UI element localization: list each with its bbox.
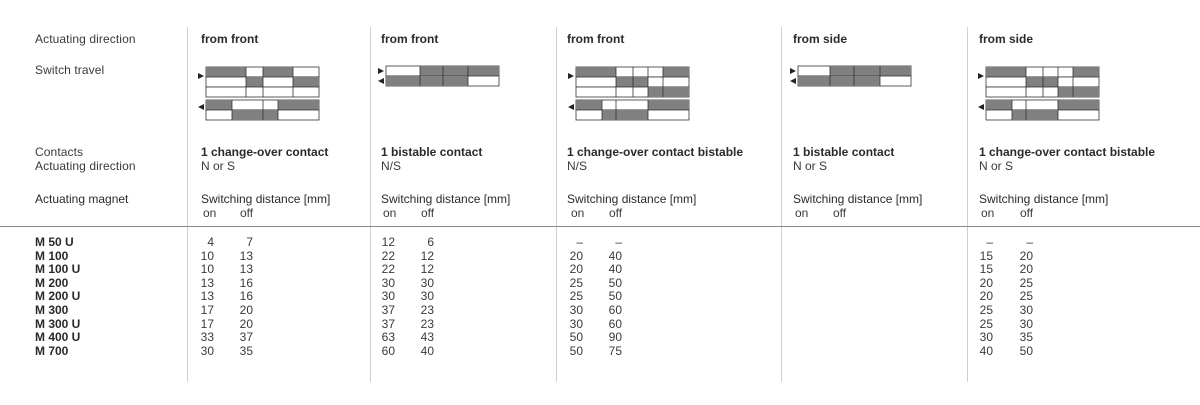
value-off: 12 — [420, 248, 434, 263]
col2-contact: 1 bistable contact — [381, 145, 483, 159]
value-on: 50 — [569, 343, 583, 358]
value-off: 13 — [239, 262, 253, 277]
col1-contact: 1 change-over contact — [201, 145, 329, 159]
col2-polarity: N/S — [381, 159, 402, 173]
value-on: 15 — [979, 248, 993, 263]
value-off: 35 — [1019, 330, 1033, 345]
value-off: 20 — [1019, 262, 1033, 277]
value-on: – — [576, 235, 583, 249]
value-on: 10 — [200, 262, 214, 277]
value-on: 40 — [979, 343, 993, 358]
header-rule — [0, 226, 1200, 227]
magnet-name: M 400 U — [35, 330, 81, 345]
col3-on: on — [571, 206, 585, 220]
magnet-name: M 300 — [35, 303, 69, 317]
value-on: 17 — [200, 316, 214, 331]
col2-off: off — [421, 206, 435, 220]
magnet-name: M 100 U — [35, 262, 81, 277]
value-off: 30 — [1019, 303, 1033, 317]
col4-sd-title: Switching distance [mm] — [793, 192, 923, 206]
value-off: 35 — [239, 343, 253, 358]
value-on: 12 — [381, 235, 395, 249]
switch-travel-diagram-5 — [978, 64, 1102, 126]
label-contacts: Contacts — [35, 145, 84, 159]
col5-polarity: N or S — [979, 159, 1014, 173]
magnet-name: M 100 — [35, 248, 69, 263]
value-on: 15 — [979, 262, 993, 277]
col1-on: on — [203, 206, 217, 220]
value-on: 20 — [569, 262, 583, 277]
magnet-name: M 200 — [35, 275, 69, 290]
magnet-name: M 700 — [35, 343, 69, 358]
magnet-name: M 300 U — [35, 316, 81, 331]
col5-direction: from side — [979, 32, 1034, 46]
value-on: 33 — [200, 330, 214, 345]
value-off: 40 — [608, 248, 622, 263]
value-off: 12 — [420, 262, 434, 277]
col3-polarity: N/S — [567, 159, 588, 173]
value-off: 30 — [420, 275, 434, 290]
col5-contact: 1 change-over contact bistable — [979, 145, 1156, 159]
switch-travel-diagram-2 — [378, 64, 502, 94]
col1-sd-title: Switching distance [mm] — [201, 192, 331, 206]
value-on: 30 — [569, 303, 583, 317]
value-off: 50 — [608, 275, 622, 290]
value-off: – — [1026, 235, 1033, 249]
value-off: 40 — [420, 343, 434, 358]
value-off: 60 — [608, 316, 622, 331]
value-on: 13 — [200, 289, 214, 304]
switch-travel-diagram-4 — [790, 64, 914, 94]
value-off: 60 — [608, 303, 622, 317]
value-off: 25 — [1019, 275, 1033, 290]
value-off: 30 — [1019, 316, 1033, 331]
magnet-name: M 50 U — [35, 235, 74, 249]
label-actuating-direction-2: Actuating direction — [35, 159, 136, 173]
value-on: – — [986, 235, 993, 249]
value-on: 25 — [979, 316, 993, 331]
switch-travel-diagram-1 — [198, 64, 322, 126]
col4-polarity: N or S — [793, 159, 828, 173]
col5-off: off — [1020, 206, 1034, 220]
value-on: 17 — [200, 303, 214, 317]
value-on: 22 — [381, 262, 395, 277]
column-divider — [370, 27, 371, 382]
label-switch-travel: Switch travel — [35, 63, 105, 77]
col4-direction: from side — [793, 32, 848, 46]
col5-on: on — [981, 206, 995, 220]
value-on: 30 — [200, 343, 214, 358]
value-on: 25 — [979, 303, 993, 317]
col2-on: on — [383, 206, 397, 220]
value-off: 16 — [239, 275, 253, 290]
value-on: 10 — [200, 248, 214, 263]
col1-polarity: N or S — [201, 159, 236, 173]
column-divider — [967, 27, 968, 382]
col3-direction: from front — [567, 32, 625, 46]
value-off: 20 — [239, 316, 253, 331]
col1-direction: from front — [201, 32, 259, 46]
value-off: 37 — [239, 330, 253, 345]
value-off: 23 — [420, 303, 434, 317]
value-off: 13 — [239, 248, 253, 263]
value-off: 25 — [1019, 289, 1033, 304]
value-on: 30 — [979, 330, 993, 345]
value-on: 60 — [381, 343, 395, 358]
col2-sd-title: Switching distance [mm] — [381, 192, 511, 206]
col3-off: off — [609, 206, 623, 220]
value-off: 50 — [1019, 343, 1033, 358]
value-on: 20 — [979, 275, 993, 290]
value-off: 6 — [427, 235, 434, 249]
value-off: 20 — [239, 303, 253, 317]
value-on: 37 — [381, 303, 395, 317]
col4-off: off — [833, 206, 847, 220]
value-off: 30 — [420, 289, 434, 304]
value-on: 4 — [207, 235, 214, 249]
column-divider — [781, 27, 782, 382]
value-on: 25 — [569, 289, 583, 304]
col3-contact: 1 change-over contact bistable — [567, 145, 744, 159]
value-off: 16 — [239, 289, 253, 304]
value-off: 50 — [608, 289, 622, 304]
value-off: 23 — [420, 316, 434, 331]
value-off: 90 — [608, 330, 622, 345]
value-on: 13 — [200, 275, 214, 290]
column-divider — [556, 27, 557, 382]
magnet-name: M 200 U — [35, 289, 81, 304]
col2-direction: from front — [381, 32, 439, 46]
value-on: 37 — [381, 316, 395, 331]
col5-sd-title: Switching distance [mm] — [979, 192, 1109, 206]
col4-contact: 1 bistable contact — [793, 145, 895, 159]
value-on: 30 — [381, 275, 395, 290]
col1-off: off — [240, 206, 254, 220]
switch-travel-diagram-3 — [568, 64, 692, 126]
value-on: 22 — [381, 248, 395, 263]
value-off: 75 — [608, 343, 622, 358]
col4-on: on — [795, 206, 809, 220]
value-off: 43 — [420, 330, 434, 345]
value-off: 20 — [1019, 248, 1033, 263]
label-actuating-magnet: Actuating magnet — [35, 192, 129, 206]
value-on: 63 — [381, 330, 395, 345]
value-on: 25 — [569, 275, 583, 290]
value-off: 40 — [608, 262, 622, 277]
label-actuating-direction: Actuating direction — [35, 32, 136, 46]
value-off: 7 — [246, 235, 253, 249]
value-on: 20 — [979, 289, 993, 304]
column-divider — [187, 27, 188, 382]
value-on: 20 — [569, 248, 583, 263]
value-off: – — [615, 235, 622, 249]
value-on: 30 — [381, 289, 395, 304]
col3-sd-title: Switching distance [mm] — [567, 192, 697, 206]
value-on: 30 — [569, 316, 583, 331]
value-on: 50 — [569, 330, 583, 345]
